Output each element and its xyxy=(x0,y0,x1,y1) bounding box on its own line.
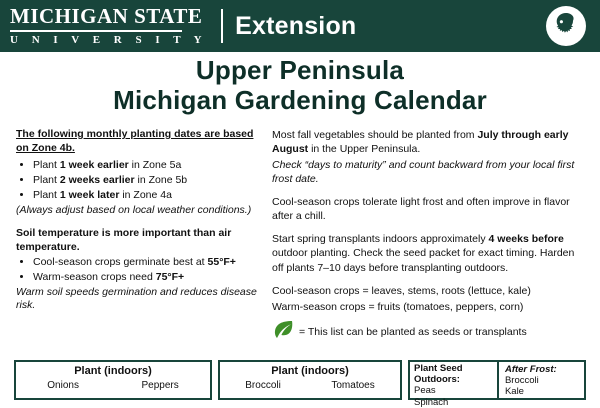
list-item: Broccoli xyxy=(504,375,539,386)
month-box-2 xyxy=(218,360,402,400)
zone-heading: The following monthly planting dates are based on Zone 4b. xyxy=(16,128,254,154)
list-item: Peppers xyxy=(141,380,179,391)
month-box-3-left xyxy=(410,362,497,408)
bullet-pre: Plant xyxy=(33,158,60,171)
list-item xyxy=(33,159,260,173)
bullet-post: in Zone 4a xyxy=(119,188,172,201)
msu-wordmark-line1: MICHIGAN STATE xyxy=(10,4,203,28)
bullet-bold: 2 weeks earlier xyxy=(59,173,135,186)
list-item: Kale xyxy=(504,386,524,398)
page-title-line2: Michigan Gardening Calendar xyxy=(113,84,487,115)
list-item xyxy=(33,174,260,188)
fall-paragraph-bold: July through early August xyxy=(272,129,569,156)
transplant-part2: outdoor planting. Check the seed packet for exact timing. Harden off plants 7–10 days before transplanting outdoors. xyxy=(272,247,575,274)
page-title-line1: Upper Peninsula xyxy=(195,55,405,85)
left-text-column xyxy=(16,128,260,313)
leaf-icon xyxy=(272,320,294,344)
bullet-pre: Plant xyxy=(33,188,60,201)
header-divider xyxy=(221,9,223,43)
month-box-2-columns xyxy=(220,377,400,391)
bullet-pre: Cool-season crops germinate best at xyxy=(33,255,208,268)
soil-note: Warm soil speeds germination and reduces disease risk. xyxy=(16,285,257,312)
days-to-maturity-note: Check “days to maturity” and count backward from your local first frost date. xyxy=(272,159,575,186)
leaf-key-line xyxy=(272,320,588,344)
list-item: Peas xyxy=(414,385,436,397)
after-frost-heading: After Frost: xyxy=(504,364,557,375)
list-item xyxy=(33,189,260,203)
bullet-pre: Plant xyxy=(33,173,60,186)
list-item xyxy=(33,271,260,285)
right-text-column xyxy=(272,128,588,344)
plant-seed-outdoors-heading: Plant Seed Outdoors: xyxy=(414,363,463,385)
bullet-post: in Zone 5b xyxy=(134,173,188,186)
cool-season-frost-paragraph: Cool-season crops tolerate light frost and often improve in flavor after a chill. xyxy=(272,196,570,223)
month-box-row xyxy=(14,360,586,408)
transplant-paragraph xyxy=(272,232,588,274)
soil-bullet-list xyxy=(16,256,260,285)
list-item: Onions xyxy=(47,380,79,391)
transplant-part1: Start spring transplants indoors approximately xyxy=(272,233,489,246)
soil-heading: Soil temperature is more important than air temperature. xyxy=(16,226,232,253)
bullet-pre: Warm-season crops need xyxy=(33,270,156,283)
list-item: Spinach xyxy=(414,396,449,408)
fall-paragraph-part1: Most fall vegetables should be planted from xyxy=(272,129,478,141)
fall-paragraph-part2: in the Upper Peninsula. xyxy=(308,143,421,156)
month-box-1-columns xyxy=(16,377,210,391)
month-box-3-right xyxy=(499,362,584,398)
list-item: Broccoli xyxy=(245,380,281,391)
page-title xyxy=(0,56,600,115)
bullet-bold: 55°F+ xyxy=(207,255,236,268)
month-box-1-title: Plant (indoors) xyxy=(74,365,152,377)
month-box-1 xyxy=(14,360,212,400)
fall-planting-paragraph xyxy=(272,128,588,156)
bullet-bold: 1 week later xyxy=(59,188,120,201)
msu-wordmark-line2: U N I V E R S I T Y xyxy=(10,34,208,46)
header-unit-label: Extension xyxy=(235,11,357,40)
msu-extension-header xyxy=(0,0,600,52)
month-box-2-title: Plant (indoors) xyxy=(271,365,349,377)
bullet-post: in Zone 5a xyxy=(128,158,182,171)
month-box-3 xyxy=(408,360,586,408)
list-item xyxy=(33,256,260,270)
msu-wordmark-rule xyxy=(10,30,182,32)
bullet-bold: 75°F+ xyxy=(155,270,185,283)
msu-wordmark xyxy=(10,6,207,46)
transplant-bold: 4 weeks before xyxy=(488,233,564,246)
list-item: Tomatoes xyxy=(331,380,375,391)
zone-note: (Always adjust based on local weather conditions.) xyxy=(16,203,252,216)
spartan-helmet-icon xyxy=(546,6,586,46)
cool-season-definition: Cool-season crops = leaves, stems, roots (lettuce, kale) xyxy=(272,284,531,297)
warm-season-definition: Warm-season crops = fruits (tomatoes, peppers, corn) xyxy=(272,300,524,313)
zone-bullet-list xyxy=(16,159,260,203)
bullet-bold: 1 week earlier xyxy=(59,158,129,171)
leaf-key-text: = This list can be planted as seeds or transplants xyxy=(299,325,527,338)
